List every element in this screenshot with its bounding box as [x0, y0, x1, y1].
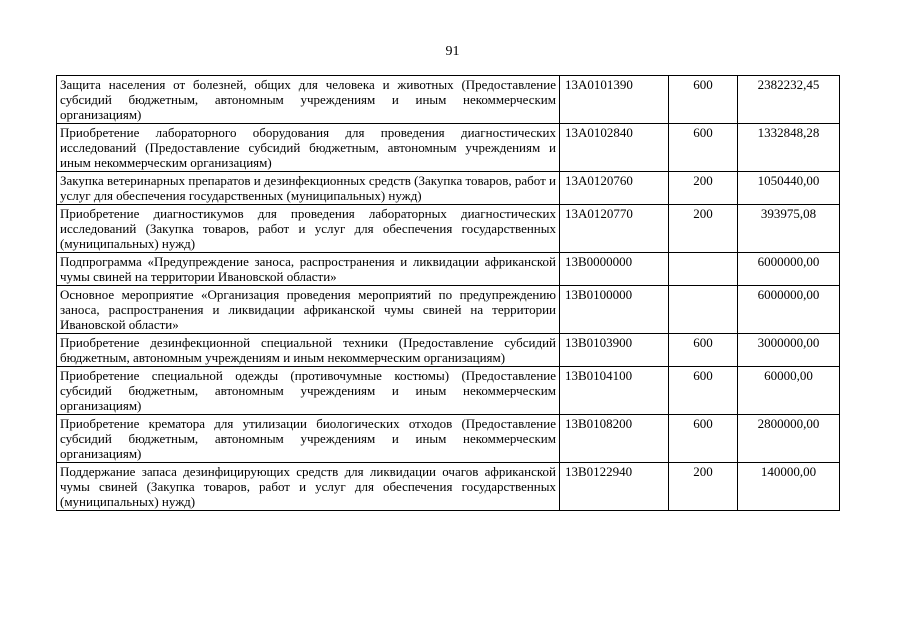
table-row: [57, 367, 840, 415]
table-row: [57, 124, 840, 172]
amount-cell: 393975,08: [738, 205, 840, 253]
expense-type-cell: 200: [669, 172, 738, 205]
table-row: [57, 334, 840, 367]
expense-type-cell: 600: [669, 76, 738, 124]
target-code-cell: 13В0104100: [560, 367, 669, 415]
expense-name-cell: Подпрограмма «Предупреждение заноса, распространения и ликвидации африканской чумы свиней на территории Ивановской области»: [57, 253, 560, 286]
budget-table: [56, 75, 840, 511]
amount-cell: 1050440,00: [738, 172, 840, 205]
expense-type-cell: 600: [669, 367, 738, 415]
target-code-cell: 13А0120760: [560, 172, 669, 205]
expense-type-cell: 600: [669, 334, 738, 367]
expense-type-cell: 600: [669, 124, 738, 172]
target-code-cell: 13В0108200: [560, 415, 669, 463]
amount-cell: 2800000,00: [738, 415, 840, 463]
amount-cell: 140000,00: [738, 463, 840, 511]
amount-cell: 2382232,45: [738, 76, 840, 124]
expense-name-cell: Приобретение специальной одежды (противочумные костюмы) (Предоставление субсидий бюджетным, автономным учреждениям и иным некоммерческим организациям): [57, 367, 560, 415]
amount-cell: 60000,00: [738, 367, 840, 415]
target-code-cell: 13В0122940: [560, 463, 669, 511]
expense-type-cell: [669, 286, 738, 334]
table-row: [57, 286, 840, 334]
amount-cell: 1332848,28: [738, 124, 840, 172]
table-row: [57, 415, 840, 463]
target-code-cell: 13А0102840: [560, 124, 669, 172]
expense-name-cell: Приобретение лабораторного оборудования для проведения диагностических исследований (Предоставление субсидий бюджетным, автономным учреждениям и иным некоммерческим организациям): [57, 124, 560, 172]
amount-cell: 6000000,00: [738, 253, 840, 286]
expense-name-cell: Приобретение дезинфекционной специальной техники (Предоставление субсидий бюджетным, автономным учреждениям и иным некоммерческим организациям): [57, 334, 560, 367]
amount-cell: 6000000,00: [738, 286, 840, 334]
expense-type-cell: [669, 253, 738, 286]
amount-cell: 3000000,00: [738, 334, 840, 367]
expense-type-cell: 600: [669, 415, 738, 463]
expense-name-cell: Закупка ветеринарных препаратов и дезинфекционных средств (Закупка товаров, работ и услуг для обеспечения государственных (муниципальных) нужд): [57, 172, 560, 205]
table-row: [57, 253, 840, 286]
page-number: 91: [445, 44, 460, 59]
expense-type-cell: 200: [669, 463, 738, 511]
expense-name-cell: Приобретение диагностикумов для проведения лабораторных диагностических исследований (Закупка товаров, работ и услуг для обеспечения государственных (муниципальных) нужд): [57, 205, 560, 253]
expense-name-cell: Приобретение крематора для утилизации биологических отходов (Предоставление субсидий бюджетным, автономным учреждениям и иным некоммерческим организациям): [57, 415, 560, 463]
table-row: [57, 76, 840, 124]
target-code-cell: 13В0000000: [560, 253, 669, 286]
table-row: [57, 205, 840, 253]
target-code-cell: 13А0120770: [560, 205, 669, 253]
expense-name-cell: Поддержание запаса дезинфицирующих средств для ликвидации очагов африканской чумы свиней (Закупка товаров, работ и услуг для обеспечения государственных (муниципальных) нужд): [57, 463, 560, 511]
expense-type-cell: 200: [669, 205, 738, 253]
table-row: [57, 172, 840, 205]
expense-name-cell: Основное мероприятие «Организация проведения мероприятий по предупреждению заноса, распространения и ликвидации африканской чумы свиней на территории Ивановской области»: [57, 286, 560, 334]
table-row: [57, 463, 840, 511]
target-code-cell: 13В0103900: [560, 334, 669, 367]
target-code-cell: 13А0101390: [560, 76, 669, 124]
target-code-cell: 13В0100000: [560, 286, 669, 334]
expense-name-cell: Защита населения от болезней, общих для человека и животных (Предоставление субсидий бюджетным, автономным учреждениям и иным некоммерческим организациям): [57, 76, 560, 124]
